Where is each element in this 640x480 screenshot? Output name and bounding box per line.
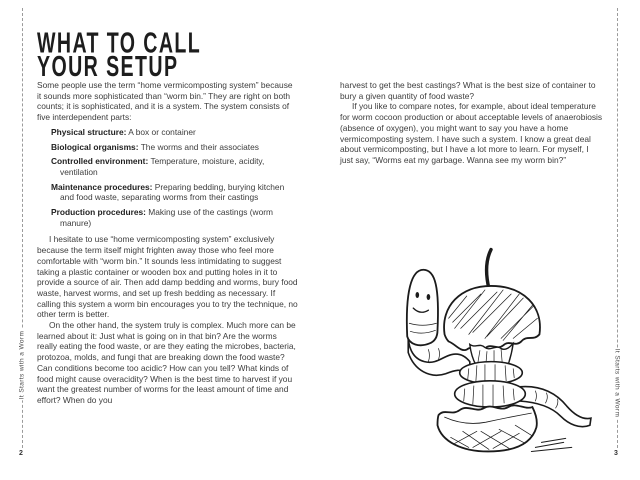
part-text: Making use of the castings (worm manure)	[60, 207, 274, 228]
part-label: Maintenance procedures:	[51, 181, 153, 192]
part-text: Temperature, moisture, acidity, ventilation	[60, 156, 265, 177]
intro-paragraph: Some people use the term “home vermicomposting system” because it sounds more sophisticated than “worm bin.” They are right on both counts; it is sophisticated, and it is a system. The system consists of five interdependent parts:	[37, 80, 293, 123]
right-running-foot: It Starts with a Worm	[609, 348, 626, 419]
worm-apple-core-illustration	[384, 243, 598, 453]
part-text: Preparing bedding, burying kitchen and food waste, separating worms from their castings	[60, 181, 285, 203]
paragraph-compare: If you like to compare notes, for example, about ideal temperature for worm cocoon production or about acceptable levels of anaerobiosis (absence of oxygen), you might want to say you have a home vermicomposting system. I have such a system. I know a great deal about vermicomposting, but I have a lot more to learn. For myself, I just say, “Worms eat my garbage. Wanna see my worm bin?”	[340, 101, 603, 165]
left-running-foot: It Starts with a Worm	[14, 330, 31, 401]
page-title	[37, 26, 202, 82]
right-page-number: 3	[614, 450, 618, 457]
part-text: A box or container	[128, 126, 196, 137]
page-title-line1: WHAT TO CALL	[37, 26, 202, 59]
paragraph-hesitate: I hesitate to use “home vermicomposting system” exclusively because the term itself might frighten away those who feel more comfortable with “worm bin.” It sounds less intimidating to suggest taking a plastic container or wooden box and putting holes in it to provide a source of air. Then add damp bedding and worms, bury food waste, harvest worms, and set up fresh bedding as necessary. If calling this system a worm bin encourages you to try the technique, no other term is better.	[37, 234, 298, 320]
right-text-column	[340, 80, 603, 166]
part-label: Production procedures:	[51, 207, 146, 218]
list-item-maintenance-procedures	[37, 182, 298, 203]
list-item-production-procedures	[37, 207, 298, 228]
part-label: Controlled environment:	[51, 156, 149, 167]
list-item-physical-structure	[37, 127, 298, 138]
left-page-number: 2	[19, 450, 23, 457]
paragraph-other-hand: On the other hand, the system truly is complex. Much more can be learned about it: Just what is going on in that bin? Are the worms really eating the food waste, or are they eating the microbes, bacteria, protozoa, molds, and fungi that are breaking down the food waste? Can conditions become too acidic? How can you tell? What kinds of food might cause overacidity? When is the best time to harvest if you want the greatest number of worms for the least amount of time and effort? When do you	[37, 320, 296, 405]
list-item-controlled-environment	[37, 156, 298, 177]
part-label: Biological organisms:	[51, 141, 139, 152]
part-text: The worms and their associates	[140, 141, 259, 152]
paragraph-harvest: harvest to get the best castings? What is the best size of container to bury a given quantity of food waste?	[340, 80, 596, 101]
list-item-biological-organisms	[37, 142, 298, 153]
left-text-column	[37, 80, 298, 406]
worm-apple-core-drawing	[384, 243, 598, 453]
page-title-line2: YOUR SETUP	[37, 50, 179, 82]
part-label: Physical structure:	[51, 126, 127, 137]
